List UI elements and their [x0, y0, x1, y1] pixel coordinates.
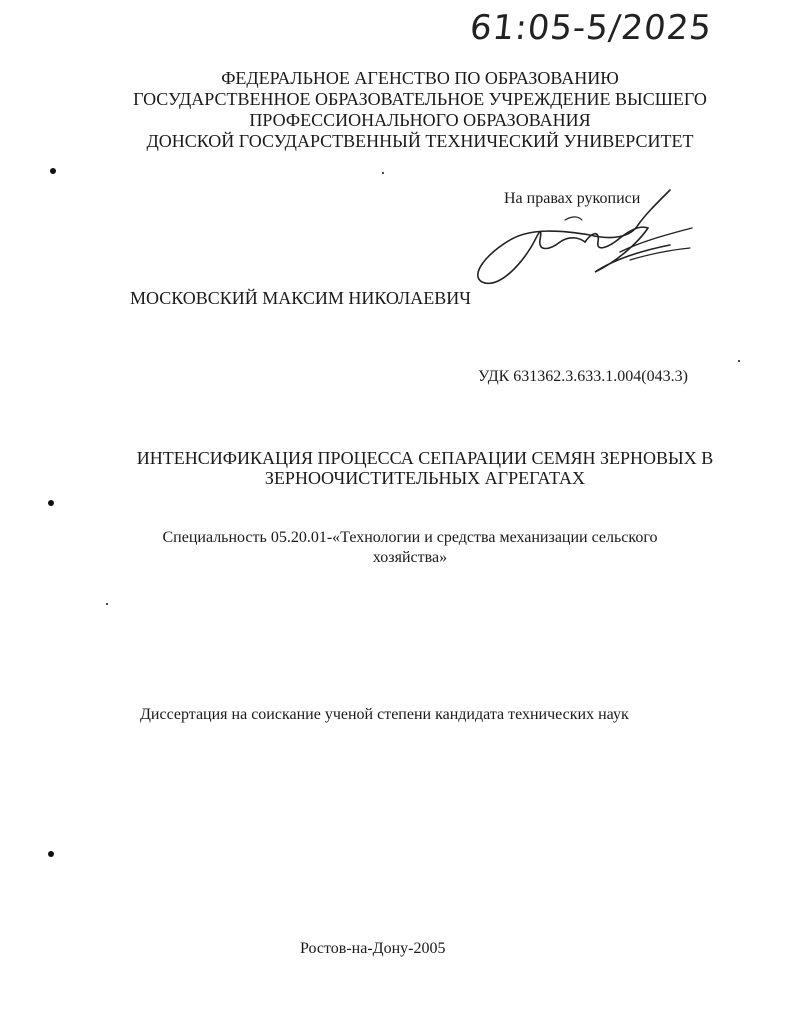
title-line: ЗЕРНООЧИСТИТЕЛЬНЫХ АГРЕГАТАХ: [264, 468, 586, 488]
handwritten-catalog-number: 61:05-5/2025: [467, 8, 714, 48]
scan-speck: [48, 851, 54, 857]
udc-code: УДК 631362.3.633.1.004(043.3): [478, 368, 688, 385]
specialty-line: хозяйства»: [372, 549, 448, 566]
scan-speck: [50, 168, 56, 174]
manuscript-rights-note: На правах рукописи: [504, 190, 641, 207]
specialty: [110, 528, 710, 568]
author-name: МОСКОВСКИЙ МАКСИМ НИКОЛАЕВИЧ: [130, 288, 471, 308]
city-year: Ростов-на-Дону-2005: [300, 940, 446, 957]
specialty-line: Специальность 05.20.01-«Технологии и средства механизации сельского: [162, 529, 658, 546]
institution-header: [100, 68, 740, 152]
scan-speck: [106, 603, 108, 605]
institution-line: ДОНСКОЙ ГОСУДАРСТВЕННЫЙ ТЕХНИЧЕСКИЙ УНИВЕРСИТЕТ: [146, 131, 694, 151]
signature: [470, 180, 700, 290]
scan-speck: [48, 500, 54, 506]
degree-statement: Диссертация на соискание ученой степени кандидата технических наук: [140, 706, 629, 723]
dissertation-title: [110, 448, 740, 488]
institution-line: ГОСУДАРСТВЕННОЕ ОБРАЗОВАТЕЛЬНОЕ УЧРЕЖДЕНИЕ ВЫСШЕГО: [133, 89, 707, 109]
scan-speck: [738, 360, 740, 362]
institution-line: ПРОФЕССИОНАЛЬНОГО ОБРАЗОВАНИЯ: [249, 110, 591, 130]
title-line: ИНТЕНСИФИКАЦИЯ ПРОЦЕССА СЕПАРАЦИИ СЕМЯН ЗЕРНОВЫХ В: [136, 448, 714, 468]
institution-line: ФЕДЕРАЛЬНОЕ АГЕНСТВО ПО ОБРАЗОВАНИЮ: [221, 68, 619, 88]
scan-speck: [382, 172, 384, 174]
